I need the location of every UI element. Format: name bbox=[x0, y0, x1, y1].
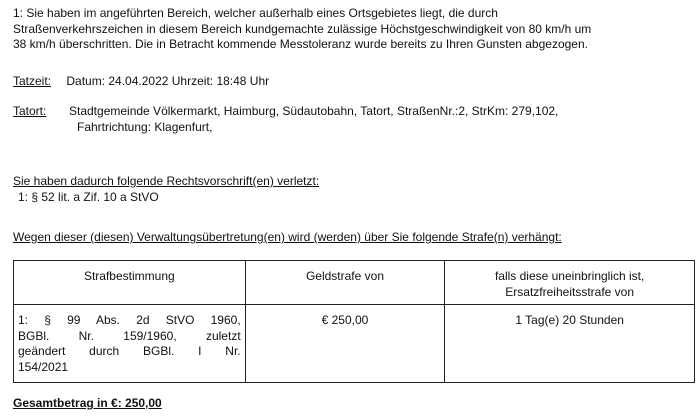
law-line-3: geändert durch BGBl. I Nr. bbox=[18, 344, 241, 358]
table-row bbox=[14, 305, 695, 383]
tatort-line-2: Fahrtrichtung: Klagenfurt, bbox=[77, 119, 213, 134]
law-line-2: BGBl. Nr. 159/1960, zuletzt bbox=[18, 328, 241, 343]
offense-line-3: 38 km/h überschritten. Die in Betracht kommende Messtoleranz wurde bereits zu Ihren Gunsten abgezogen. bbox=[13, 37, 588, 51]
tatort-row bbox=[13, 104, 693, 136]
law-line-1: 1: § 99 Abs. 2d StVO 1960, bbox=[18, 313, 241, 327]
tatort-label: Tatort: bbox=[13, 104, 47, 118]
tatzeit-label: Tatzeit: bbox=[13, 74, 52, 88]
header-ersatz-line-2: Ersatzfreiheitsstrafe von bbox=[505, 284, 635, 299]
header-strafbestimmung: Strafbestimmung bbox=[14, 261, 246, 305]
header-ersatzfreiheitsstrafe bbox=[445, 261, 695, 305]
penalty-heading: Wegen dieser (diesen) Verwaltungsübertretung(en) wird (werden) über Sie folgende Strafe(n) verhängt: bbox=[13, 230, 562, 244]
penalty-table-header bbox=[14, 261, 695, 305]
law-line-4: 154/2021 bbox=[18, 359, 69, 374]
tatort-value bbox=[69, 104, 558, 135]
penalty-table bbox=[13, 260, 695, 383]
violation-item: 1: § 52 lit. a Zif. 10 a StVO bbox=[18, 190, 159, 204]
header-ersatz-line-1: falls diese uneinbringlich ist, bbox=[494, 269, 645, 283]
offense-line-1: 1: Sie haben im angeführten Bereich, welcher außerhalb eines Ortsgebietes liegt, die durch bbox=[13, 6, 498, 20]
offense-line-2: Straßenverkehrszeichen in diesem Bereich kundgemachte zulässige Höchstgeschwindigkeit von 80 km/h um bbox=[13, 21, 592, 36]
cell-strafbestimmung bbox=[14, 305, 246, 383]
offense-description bbox=[13, 6, 693, 53]
total-amount: Gesamtbetrag in €: 250,00 bbox=[13, 396, 162, 410]
tatzeit-row bbox=[13, 74, 693, 90]
header-geldstrafe: Geldstrafe von bbox=[245, 261, 445, 305]
tatzeit-value: Datum: 24.04.2022 Uhrzeit: 18:48 Uhr bbox=[66, 74, 270, 88]
cell-ersatzfreiheitsstrafe: 1 Tag(e) 20 Stunden bbox=[445, 305, 695, 383]
tatort-line-1: Stadtgemeinde Völkermarkt, Haimburg, Südautobahn, Tatort, StraßenNr.:2, StrKm: 279,102, bbox=[69, 104, 559, 118]
violation-heading: Sie haben dadurch folgende Rechtsvorschrift(en) verletzt: bbox=[13, 174, 320, 188]
cell-geldstrafe: € 250,00 bbox=[245, 305, 445, 383]
